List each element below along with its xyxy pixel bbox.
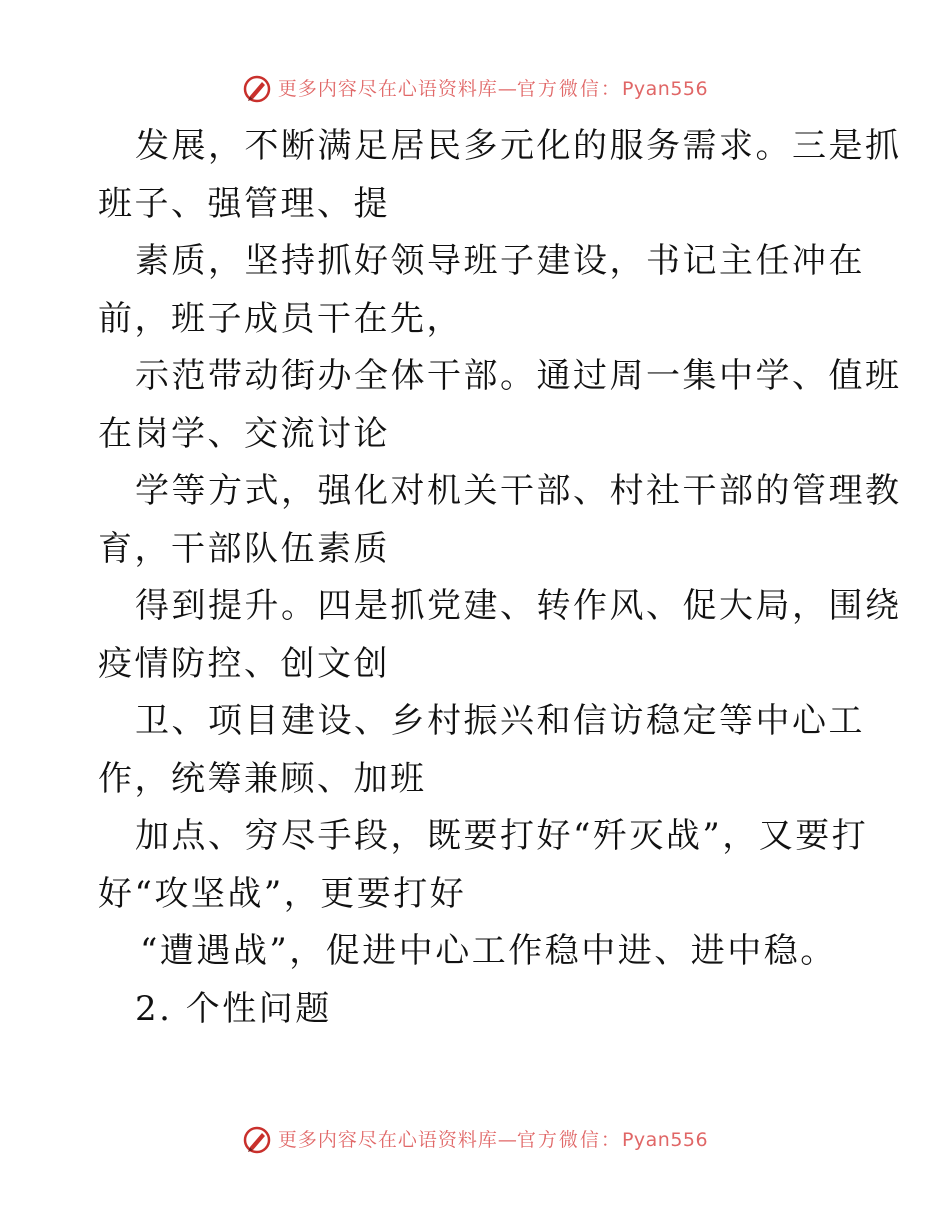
- body-line: 好“攻坚战”，更要打好: [98, 873, 467, 914]
- body-line: 卫、项目建设、乡村振兴和信访稳定等中心工: [135, 701, 865, 741]
- footer-watermark: [0, 1125, 950, 1155]
- watermark-label: 官方微信：: [516, 1129, 622, 1151]
- watermark-site-name: 更多内容尽在心语资料库: [277, 1129, 498, 1151]
- document-body: [98, 118, 902, 1038]
- body-line: 发展，不断满足居民多元化的服务需求。三是抓: [135, 126, 902, 166]
- body-line: 学等方式，强化对机关干部、村社干部的管理教: [135, 471, 902, 511]
- body-line: 在岗学、交流讨论: [98, 413, 390, 454]
- watermark-separator: —: [497, 78, 517, 100]
- body-line: “遭遇战”，促进中心工作稳中进、进中稳。: [140, 931, 837, 971]
- pen-logo-icon: [242, 1125, 272, 1155]
- watermark-wechat-id: Pyan556: [621, 1129, 709, 1151]
- body-line: 前，班子成员干在先，: [98, 298, 463, 339]
- watermark-site-name: 更多内容尽在心语资料库: [277, 78, 498, 100]
- body-line: 加点、穷尽手段，既要打好“歼灭战”，又要打: [135, 816, 869, 856]
- watermark-wechat-id: Pyan556: [621, 78, 709, 100]
- watermark-separator: —: [497, 1129, 517, 1151]
- body-line: 班子、强管理、提: [98, 183, 390, 224]
- watermark-label: 官方微信：: [516, 78, 622, 100]
- header-watermark: [0, 74, 950, 104]
- pen-logo-icon: [242, 74, 272, 104]
- body-line: 作，统筹兼顾、加班: [98, 758, 427, 799]
- body-line: 素质，坚持抓好领导班子建设，书记主任冲在: [135, 241, 865, 281]
- body-line: 得到提升。四是抓党建、转作风、促大局，围绕: [135, 586, 902, 626]
- section-heading: 2. 个性问题: [135, 988, 332, 1029]
- body-line: 疫情防控、创文创: [98, 643, 390, 684]
- body-line: 示范带动街办全体干部。通过周一集中学、值班: [135, 356, 902, 396]
- body-line: 育，干部队伍素质: [98, 528, 390, 569]
